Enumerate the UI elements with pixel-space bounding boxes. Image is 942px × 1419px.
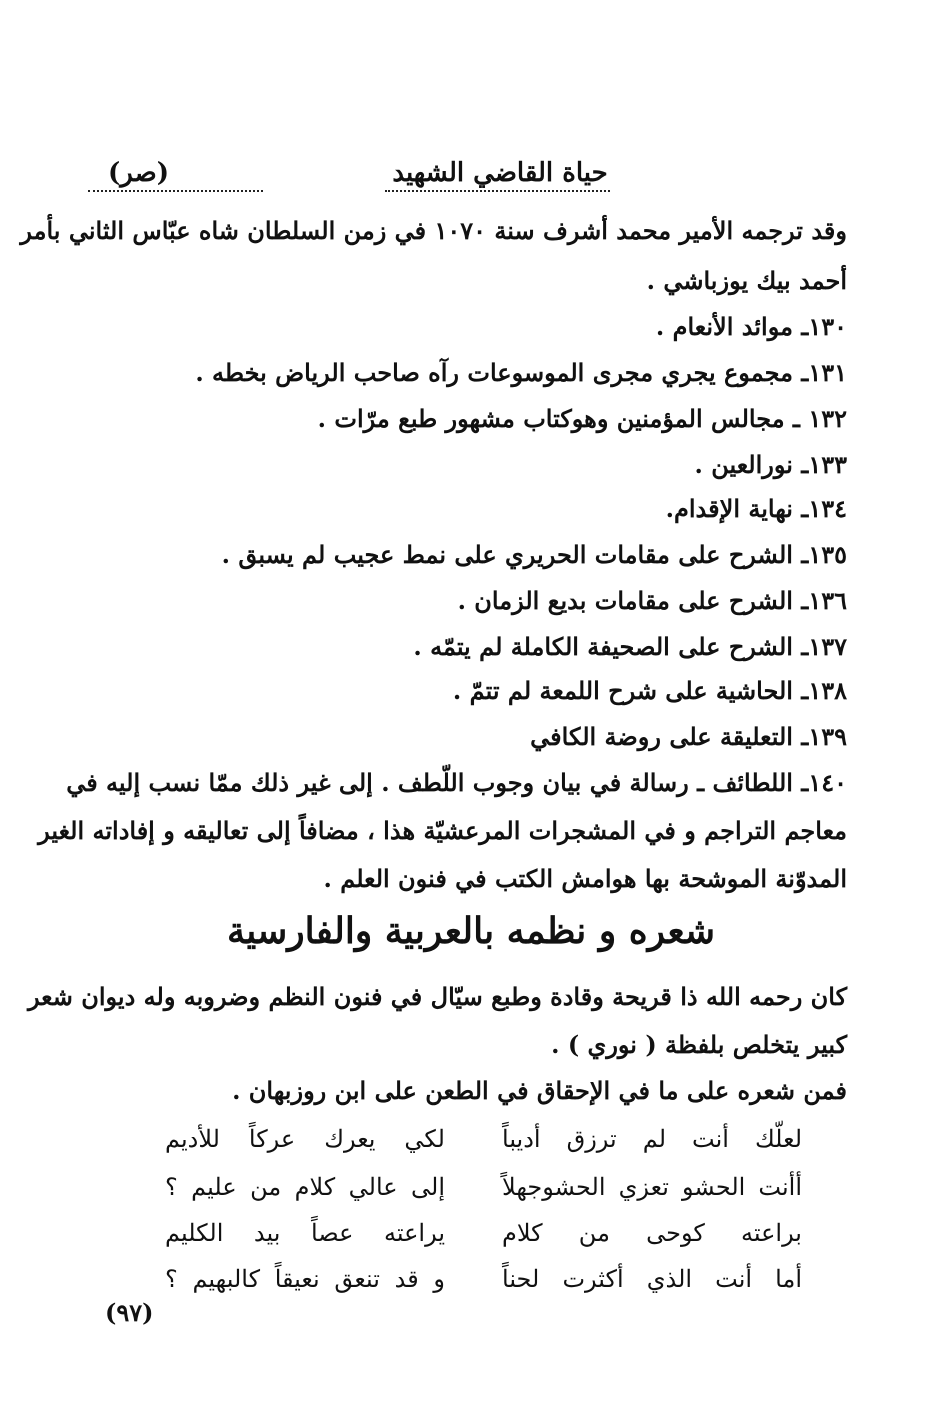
text-line: وقد ترجمه الأمير محمد أشرف سنة ١٠٧٠ في زمن السلطان شاه عبّاس الثاني بأمر [20, 216, 847, 245]
list-item: ١٤٠ـ اللطائف ـ رسالة في بيان وجوب اللّطف . إلى غير ذلك ممّا نسب إليه في [66, 768, 847, 797]
header-rule-left [88, 190, 263, 192]
verse-first-hemistich: براعته كوحى من كلام [502, 1219, 802, 1247]
section-mark: (صر) [108, 158, 170, 188]
verse-second-hemistich: لكي يعرك عركاً للأديم [165, 1125, 445, 1153]
verse-second-hemistich: يراعته عصاً بيد الكليم [165, 1219, 445, 1247]
list-item: ١٣١ـ مجموع يجري مجرى الموسوعات رآه صاحب الرياض بخطه . [195, 358, 847, 387]
list-item: ١٣٧ـ الشرح على الصحيفة الكاملة لم يتمّه . [413, 632, 847, 661]
verse-first-hemistich: لعلّك أنت لم ترزق أديباً [502, 1125, 802, 1153]
list-item: ١٣٥ـ الشرح على مقامات الحريري على نمط عجيب لم يسبق . [221, 540, 847, 569]
page-header [90, 158, 850, 198]
text-line: معاجم التراجم و في المشجرات المرعشيّة هذا ، مضافاً إلى تعاليقه و إفاداته الغير [38, 816, 847, 845]
text-line: أحمد بيك يوزباشي . [646, 266, 847, 295]
header-rule-right [385, 190, 610, 192]
list-item: ١٣٦ـ الشرح على مقامات بديع الزمان . [457, 586, 847, 615]
verse-first-hemistich: أما أنت الذي أكثرت لحناً [502, 1265, 802, 1293]
list-item: ١٣٣ـ نورالعين . [694, 450, 847, 479]
text-line: كان رحمه الله ذا قريحة وقادة وطبع سيّال في فنون النظم وضروبه وله ديوان شعر [27, 982, 847, 1011]
section-heading: شعره و نظمه بالعربية والفارسية [226, 910, 716, 952]
verse-second-hemistich: و قد تنعق نعيقاً كالبهيم ؟ [165, 1265, 445, 1293]
text-line: المدوّنة الموشحة بها هوامش الكتب في فنون العلم . [323, 864, 847, 893]
text-line: كبير يتخلص بلفظة ( نوري ) . [551, 1030, 847, 1059]
list-item: ١٣٤ـ نهاية الإقدام. [665, 494, 847, 523]
list-item: ١٣٠ـ موائد الأنعام . [655, 312, 847, 341]
list-item: ١٣٨ـ الحاشية على شرح اللمعة لم تتمّ . [452, 676, 847, 705]
verse-second-hemistich: إلى عالي كلام من عليم ؟ [165, 1173, 445, 1201]
text-line: فمن شعره على ما في الإحقاق في الطعن على ابن روزبهان . [232, 1076, 847, 1105]
verse-first-hemistich: أأنت الحشو تعزي الحشوجهلاً [502, 1173, 802, 1201]
list-item: ١٣٩ـ التعليقة على روضة الكافي [530, 722, 847, 751]
page-number: (٩٧) [105, 1298, 154, 1327]
list-item: ١٣٢ ـ مجالس المؤمنين وهوكتاب مشهور طبع مرّات . [317, 404, 847, 433]
running-title: حياة القاضي الشهيد [392, 158, 608, 188]
